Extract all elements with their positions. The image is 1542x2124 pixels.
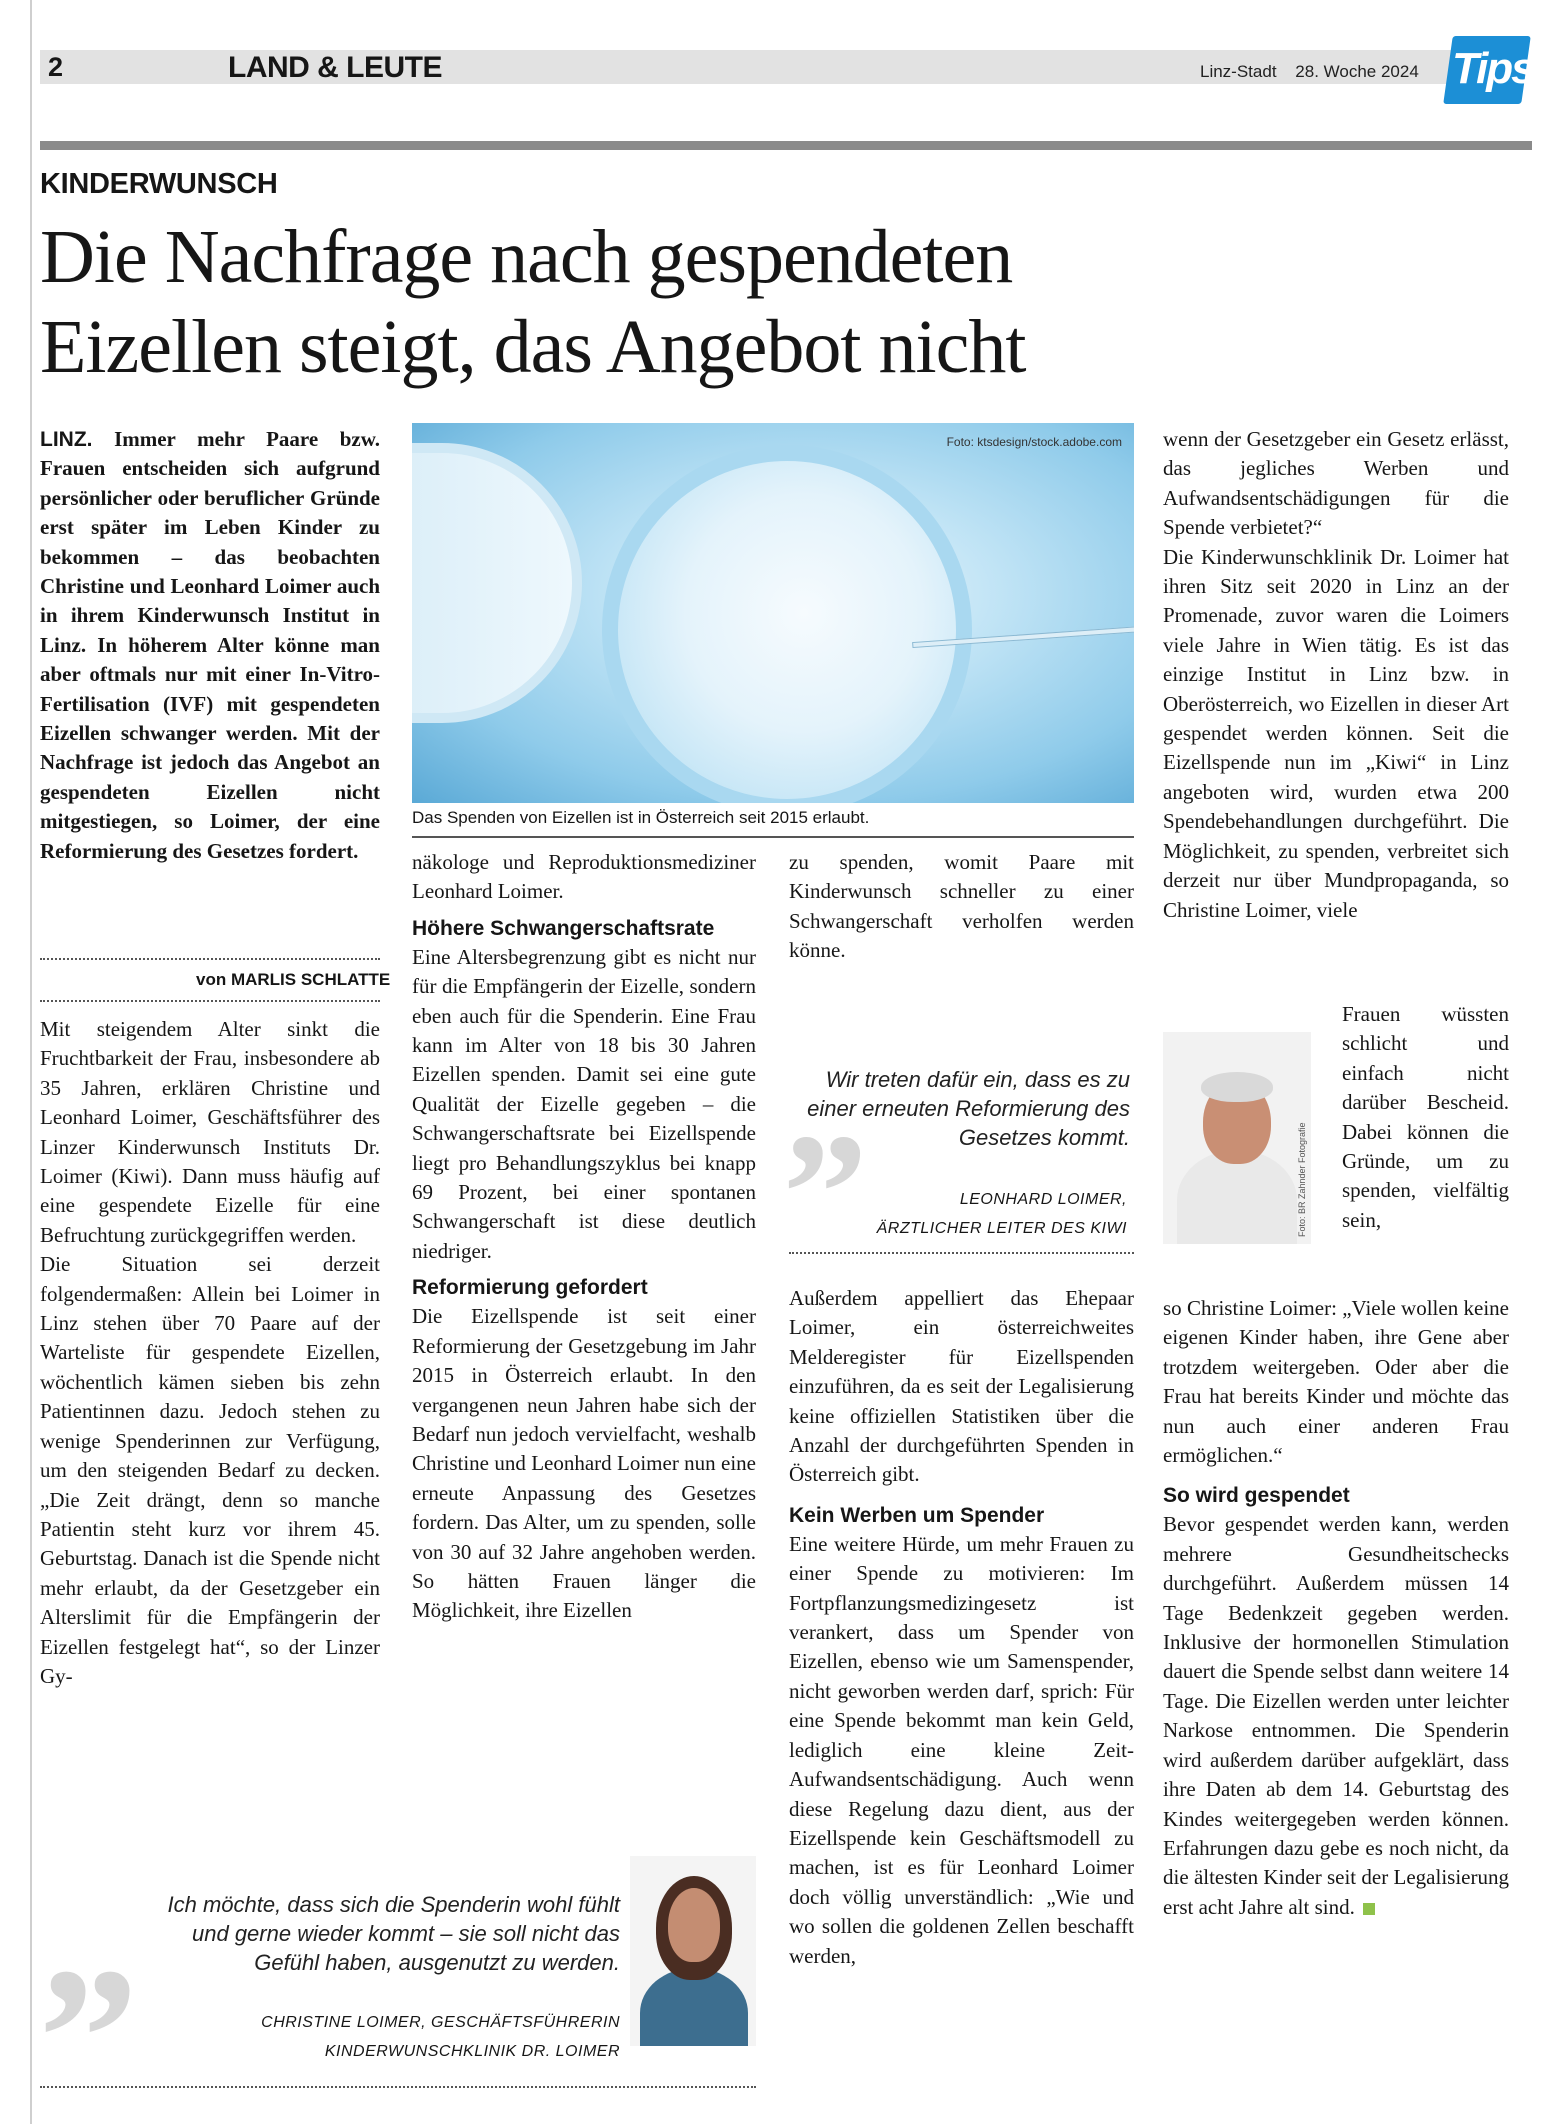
column-3-paragraph-3: Eine weitere Hürde, um mehr Frauen zu einer Spende zu motivieren: Im Fortpflanzungsmedizingesetz ist verankert, dass um Spender von Eizellen, ebenso wie um Samenspender, nicht geworben werden darf, sprich: Für eine Spende bekommt man kein Geld, lediglich eine kleine Zeit-Aufwandsentschädigung. Auch wenn diese Regelung dazu dient, aus der Eizellspende kein Geschäftsmodell zu machen, ist es für Leonhard Loimer doch völlig unverständlich: „Wie und wo sollen die goldenen Zellen beschafft werden, <box>789 1531 1134 1968</box>
top-divider <box>40 141 1532 150</box>
pullquote-1-name: LEONHARD LOIMER, <box>959 1191 1127 1208</box>
portrait-face-2 <box>668 1888 720 1962</box>
egg-cell <box>602 445 972 803</box>
holding-pipette <box>412 443 582 723</box>
page-margin-rule <box>30 0 32 2124</box>
edition-week: 28. Woche 2024 <box>1295 62 1419 81</box>
edition-info <box>1200 62 1433 82</box>
portrait-hair <box>1201 1072 1273 1102</box>
egg-cell-photo <box>412 423 1134 803</box>
column-4-body <box>1163 1294 1509 1922</box>
headline <box>40 212 1520 392</box>
column-1-paragraph-1: Mit steigendem Alter sinkt die Fruchtbarkeit der Frau, insbesondere ab 35 Jahren, erklären Christine und Leonhard Loimer, Geschäftsführer des Linzer Kinderwunsch Instituts Dr. Loimer (Kiwi). Dann muss häufig auf eine gespendete Eizelle für eine Befruchtung zurückgegriffen werden. <box>40 1017 380 1247</box>
article-end-mark <box>1363 1903 1375 1915</box>
christine-loimer-portrait <box>630 1856 756 2046</box>
byline: von MARLIS SCHLATTE <box>196 970 391 989</box>
column-4-paragraph-3: so Christine Loimer: „Viele wollen keine eigenen Kinder haben, ihre Gene aber trotzdem weitergeben. Oder aber die Frau hat bereits Kinder und möchte das nun auch einer anderen Frau ermöglichen.“ <box>1163 1296 1509 1468</box>
subhead-reformierung: Reformierung gefordert <box>412 1276 648 1300</box>
pullquote-2-name: CHRISTINE LOIMER, GESCHÄFTSFÜHRERIN <box>261 2014 620 2031</box>
column-2-paragraph-2: Eine Altersbegrenzung gibt es nicht nur für die Empfängerin der Eizelle, sondern eben auch für die Spenderin. Eine Frau kann im Alter von 18 bis 30 Jahren Eizellen spenden. Damit sei eine gute Qualität der Eizelle gegeben – die Schwangerschaftsrate bei Eizellspende liegt pro Behandlungszyklus bei knapp 69 Prozent, bei einer spontanen Schwangerschaft ist diese deutlich niedriger. <box>412 944 756 1263</box>
headline-line-2: Eizellen steigt, das Angebot nicht <box>40 305 1026 389</box>
section-title: LAND & LEUTE <box>228 51 442 84</box>
subhead-kein-werben: Kein Werben um Spender <box>789 1503 1045 1527</box>
pullquote-1-role: ÄRZTLICHER LEITER DES KIWI <box>876 1220 1127 1237</box>
column-4-wrap-text: Frauen wüssten schlicht und einfach nicht darüber Bescheid. Dabei können die Gründe, um zu spenden, vielfältig sein, <box>1342 1002 1509 1232</box>
tips-logo-text: Tips <box>1452 44 1534 93</box>
byline-divider <box>40 1000 380 1002</box>
column-3-top <box>789 848 1134 966</box>
photo-credit: Foto: ktsdesign/stock.adobe.com <box>946 435 1122 449</box>
column-1-body <box>40 1015 380 1691</box>
column-4-top <box>1163 425 1509 925</box>
column-4-paragraph-2: Die Kinderwunschklinik Dr. Loimer hat ihren Sitz seit 2020 in Linz an der Promenade, zuvor waren die Loimers viele Jahre in Wien tätig. Es ist das einzige Institut in Linz bzw. in Oberösterreich, wo Eizellen in dieser Art gespendet werden können. Seit die Eizellspende nun im „Kiwi“ in Linz angeboten wird, wurden etwa 200 Spendebehandlungen durchgeführt. Die Möglichkeit, zu spenden, verbreitet sich derzeit nur über Mundpropaganda, so Christine Loimer, viele <box>1163 544 1509 922</box>
edition-city: Linz-Stadt <box>1200 62 1277 81</box>
headline-line-1: Die Nachfrage nach gespendeten <box>40 215 1013 299</box>
column-2-paragraph-3: Die Eizellspende ist seit einer Reformierung der Gesetzgebung im Jahr 2015 in Österreich erlaubt. In den vergangenen neun Jahren habe sich der Bedarf nun jedoch vervielfacht, weshalb Christine und Leonhard Loimer nun eine erneute Anpassung des Gesetzes fordern. Das Alter, um zu spenden, solle von 30 auf 32 Jahre angehoben werden. So hätten Frauen länger die Möglichkeit, ihre Eizellen <box>412 1304 756 1623</box>
quote-mark-1: „ <box>784 1011 869 1199</box>
column-3-paragraph-1: zu spenden, womit Paare mit Kinderwunsch schneller zu einer Schwangerschaft verholfen werden könne. <box>789 850 1134 963</box>
subhead-so-wird-gespendet: So wird gespendet <box>1163 1484 1350 1508</box>
pullquote-2-role: KINDERWUNSCHKLINIK DR. LOIMER <box>324 2043 620 2060</box>
pullquote-2-divider <box>40 2086 756 2088</box>
column-2-paragraph-1: näkologe und Reproduktionsmediziner Leonhard Loimer. <box>412 850 756 904</box>
leonhard-loimer-portrait <box>1163 1032 1311 1244</box>
column-2-body <box>412 848 756 1626</box>
photo-caption: Das Spenden von Eizellen ist in Österreich seit 2015 erlaubt. <box>412 808 870 827</box>
column-3-body <box>789 1284 1134 1971</box>
lead-divider <box>40 958 380 960</box>
caption-divider <box>412 836 1134 838</box>
portrait-1-credit: Foto: BR Zahnder Fotografie <box>1297 1122 1307 1237</box>
lead-text: Immer mehr Paare bzw. Frauen entscheiden sich aufgrund persönlicher oder beruflicher Gründe erst später im Leben Kinder zu bekommen – das beobachten Christine und Leonhard Loimer auch in ihrem Kinderwunsch Institut in Linz. In höherem Alter könne man aber oftmals nur mit einer In-Vitro-Fertilisation (IVF) mit gespendeten Eizellen schwanger werden. Mit der Nachfrage ist jedoch das Angebot an gespendeten Eizellen nicht mitgestiegen, so Loimer, der eine Reformierung des Gesetzes fordert. <box>40 427 381 863</box>
column-1-paragraph-2: Die Situation sei derzeit folgendermaßen: Allein bei Loimer in Linz stehen über 70 Paare auf der Warteliste für gespendete Eizellen, wöchentlich kämen sieben bis zehn Patientinnen dazu. Jedoch stehen zu wenige Spenderinnen zur Verfügung, um den steigenden Bedarf zu decken. „Die Zeit drängt, denn so manche Patientin steht kurz vor ihrem 45. Geburtstag. Danach ist die Spende nicht mehr erlaubt, da der Gesetzgeber ein Alterslimit für die Empfängerin der Eizellen festgelegt hat“, so der Linzer Gy- <box>40 1252 380 1688</box>
pullquote-2-attribution <box>150 2008 620 2066</box>
pullquote-1-attribution <box>789 1185 1127 1243</box>
kicker: KINDERWUNSCH <box>40 168 278 200</box>
quote-mark-2: „ <box>40 1824 140 2045</box>
pullquote-1-divider <box>789 1252 1134 1254</box>
pullquote-1-text: Wir treten dafür ein, dass es zu einer erneuten Reformierung des Gesetzes kommt. <box>807 1067 1130 1150</box>
column-4-paragraph-4 <box>1163 1510 1509 1922</box>
subhead-schwangerschaftsrate: Höhere Schwangerschaftsrate <box>412 916 715 940</box>
lead-paragraph <box>40 425 380 866</box>
page-number: 2 <box>48 52 64 82</box>
dateline: LINZ. <box>40 428 93 451</box>
column-3-paragraph-2: Außerdem appelliert das Ehepaar Loimer, ein österreichweites Melderegister für Eizellspenden einzuführen, da es seit der Legalisierung keine offiziellen Statistiken über die Anzahl der durchgeführten Spenden in Österreich gibt. <box>789 1286 1134 1487</box>
column-4-paragraph-4-text: Bevor gespendet werden kann, werden mehrere Gesundheitschecks durchgeführt. Außerdem müssen 14 Tage Bedenkzeit gegeben werden. Inklusive der hormonellen Stimulation dauert die Spende selbst dann weitere 14 Tage. Die Eizellen werden unter leichter Narkose entnommen. Die Spenderin wird außerdem darüber aufgeklärt, dass ihre Daten ab dem 14. Geburtstag des Kindes weitergegeben werden können. Erfahrungen dazu gebe es noch nicht, da die ältesten Kinder seit der Legalisierung erst acht Jahre alt sind. <box>1163 1512 1509 1919</box>
portrait-shirt <box>1177 1150 1297 1244</box>
column-4-paragraph-1: wenn der Gesetzgeber ein Gesetz erlässt, das jegliches Werben und Aufwandsentschädigungen für die Spende verbietet?“ <box>1163 427 1509 540</box>
pullquote-2-text: Ich möchte, dass sich die Spenderin wohl fühlt und gerne wieder kommt – sie soll nicht das Gefühl haben, ausgenutzt zu werden. <box>167 1892 620 1975</box>
